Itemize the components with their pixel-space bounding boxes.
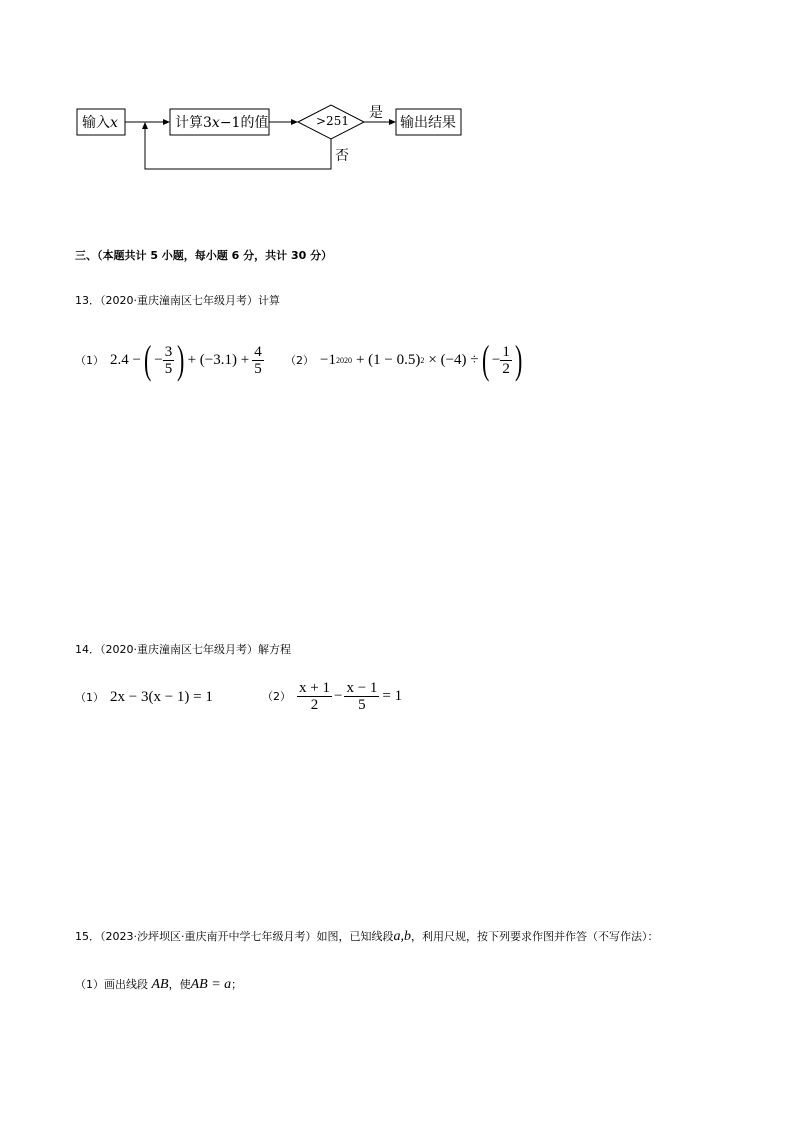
q13-p2-frac-num: 1 bbox=[502, 343, 510, 360]
q15-p1-ab: AB bbox=[151, 977, 169, 992]
q13-p2-label: （2） bbox=[285, 354, 314, 367]
q14-p2-minus: − bbox=[333, 687, 343, 704]
q14-p1-label: （1） bbox=[75, 691, 104, 704]
section-3-title: 三、（本题共计 5 小题，每小题 6 分，共计 30 分） bbox=[75, 249, 333, 262]
q14-p2-frac1 bbox=[297, 680, 332, 713]
q14-p2-frac1-num: x + 1 bbox=[299, 679, 330, 696]
q14-part2 bbox=[262, 676, 402, 716]
q14-p2-frac2-num: x − 1 bbox=[346, 679, 378, 696]
input-var: x bbox=[110, 115, 118, 131]
right-paren-icon: ) bbox=[514, 337, 523, 382]
q13-p1-frac1 bbox=[163, 344, 175, 377]
q14-p2-frac2 bbox=[344, 680, 379, 713]
q13-p2-neg: − bbox=[491, 351, 501, 368]
q13-p1-neg: − bbox=[154, 351, 163, 368]
q13-p1-frac2-den: 5 bbox=[254, 360, 262, 377]
q15-header-suffix: ，利用尺规，按下列要求作图并作答（不写作法）： bbox=[410, 930, 659, 943]
q13-p2-frac-den: 2 bbox=[502, 360, 510, 377]
flowchart-yes-label: 是 bbox=[369, 105, 383, 121]
compute-prefix: 计算3 bbox=[175, 115, 212, 131]
q13-p2-term-c: × (−4) ÷ bbox=[428, 351, 479, 368]
q13-part2 bbox=[285, 338, 525, 382]
flowchart-diagram bbox=[0, 0, 794, 200]
flowchart-condition-label: >251 bbox=[316, 114, 349, 128]
input-text: 输入 bbox=[82, 115, 110, 131]
compute-var: x bbox=[211, 115, 220, 131]
q13-p1-frac1-num: 3 bbox=[164, 343, 173, 360]
q14-header: 14．（2020·重庆潼南区七年级月考）解方程 bbox=[75, 643, 291, 656]
q13-p2-term-b: + (1 − 0.5) bbox=[355, 351, 421, 368]
q13-p2-frac bbox=[500, 344, 512, 377]
flowchart-output-label: 输出结果 bbox=[400, 115, 456, 131]
q15-p1-prefix: （1）画出线段 bbox=[75, 978, 148, 991]
q13-p1-term-a: 2.4 − bbox=[110, 351, 141, 368]
q15-part1 bbox=[75, 976, 242, 993]
q13-p1-mid: + (−3.1) + bbox=[187, 351, 250, 368]
left-paren-icon: ( bbox=[481, 337, 489, 382]
q14-p2-frac1-den: 2 bbox=[310, 696, 319, 713]
compute-suffix: −1的值 bbox=[219, 115, 269, 131]
q13-header: 13．（2020·重庆潼南区七年级月考）计算 bbox=[75, 294, 280, 307]
q15-header-vars: a,b bbox=[393, 929, 411, 944]
q13-p1-frac1-den: 5 bbox=[164, 360, 173, 377]
q13-p2-exp: 2020 bbox=[335, 355, 352, 365]
q15-header-prefix: 15．（2023·沙坪坝区·重庆南开中学七年级月考）如图，已知线段 bbox=[75, 930, 394, 943]
flowchart-no-label: 否 bbox=[335, 148, 349, 164]
flowchart-compute-label bbox=[175, 112, 268, 132]
q14-p2-label: （2） bbox=[262, 690, 291, 703]
q14-p2-rhs: = 1 bbox=[382, 687, 403, 704]
q15-p1-mid: ，使 bbox=[168, 978, 191, 991]
q14-p1-equation: 2x − 3(x − 1) = 1 bbox=[110, 688, 213, 705]
q14-part1 bbox=[75, 680, 213, 714]
q13-p2-term-a: −1 bbox=[320, 351, 336, 368]
q15-p1-eq: AB = a bbox=[190, 977, 232, 992]
q13-p1-frac2-num: 4 bbox=[254, 343, 262, 360]
q13-p1-frac2 bbox=[252, 344, 264, 377]
right-paren-icon: ) bbox=[177, 337, 185, 382]
q13-p2-exp2: 2 bbox=[420, 355, 425, 365]
q13-part1 bbox=[75, 338, 264, 382]
left-paren-icon: ( bbox=[143, 337, 152, 382]
q15-header bbox=[75, 928, 658, 945]
q14-p2-frac2-den: 5 bbox=[358, 696, 366, 713]
q15-p1-end: ； bbox=[231, 978, 243, 991]
q13-p1-label: （1） bbox=[75, 354, 104, 367]
flowchart-input-label bbox=[82, 112, 118, 132]
